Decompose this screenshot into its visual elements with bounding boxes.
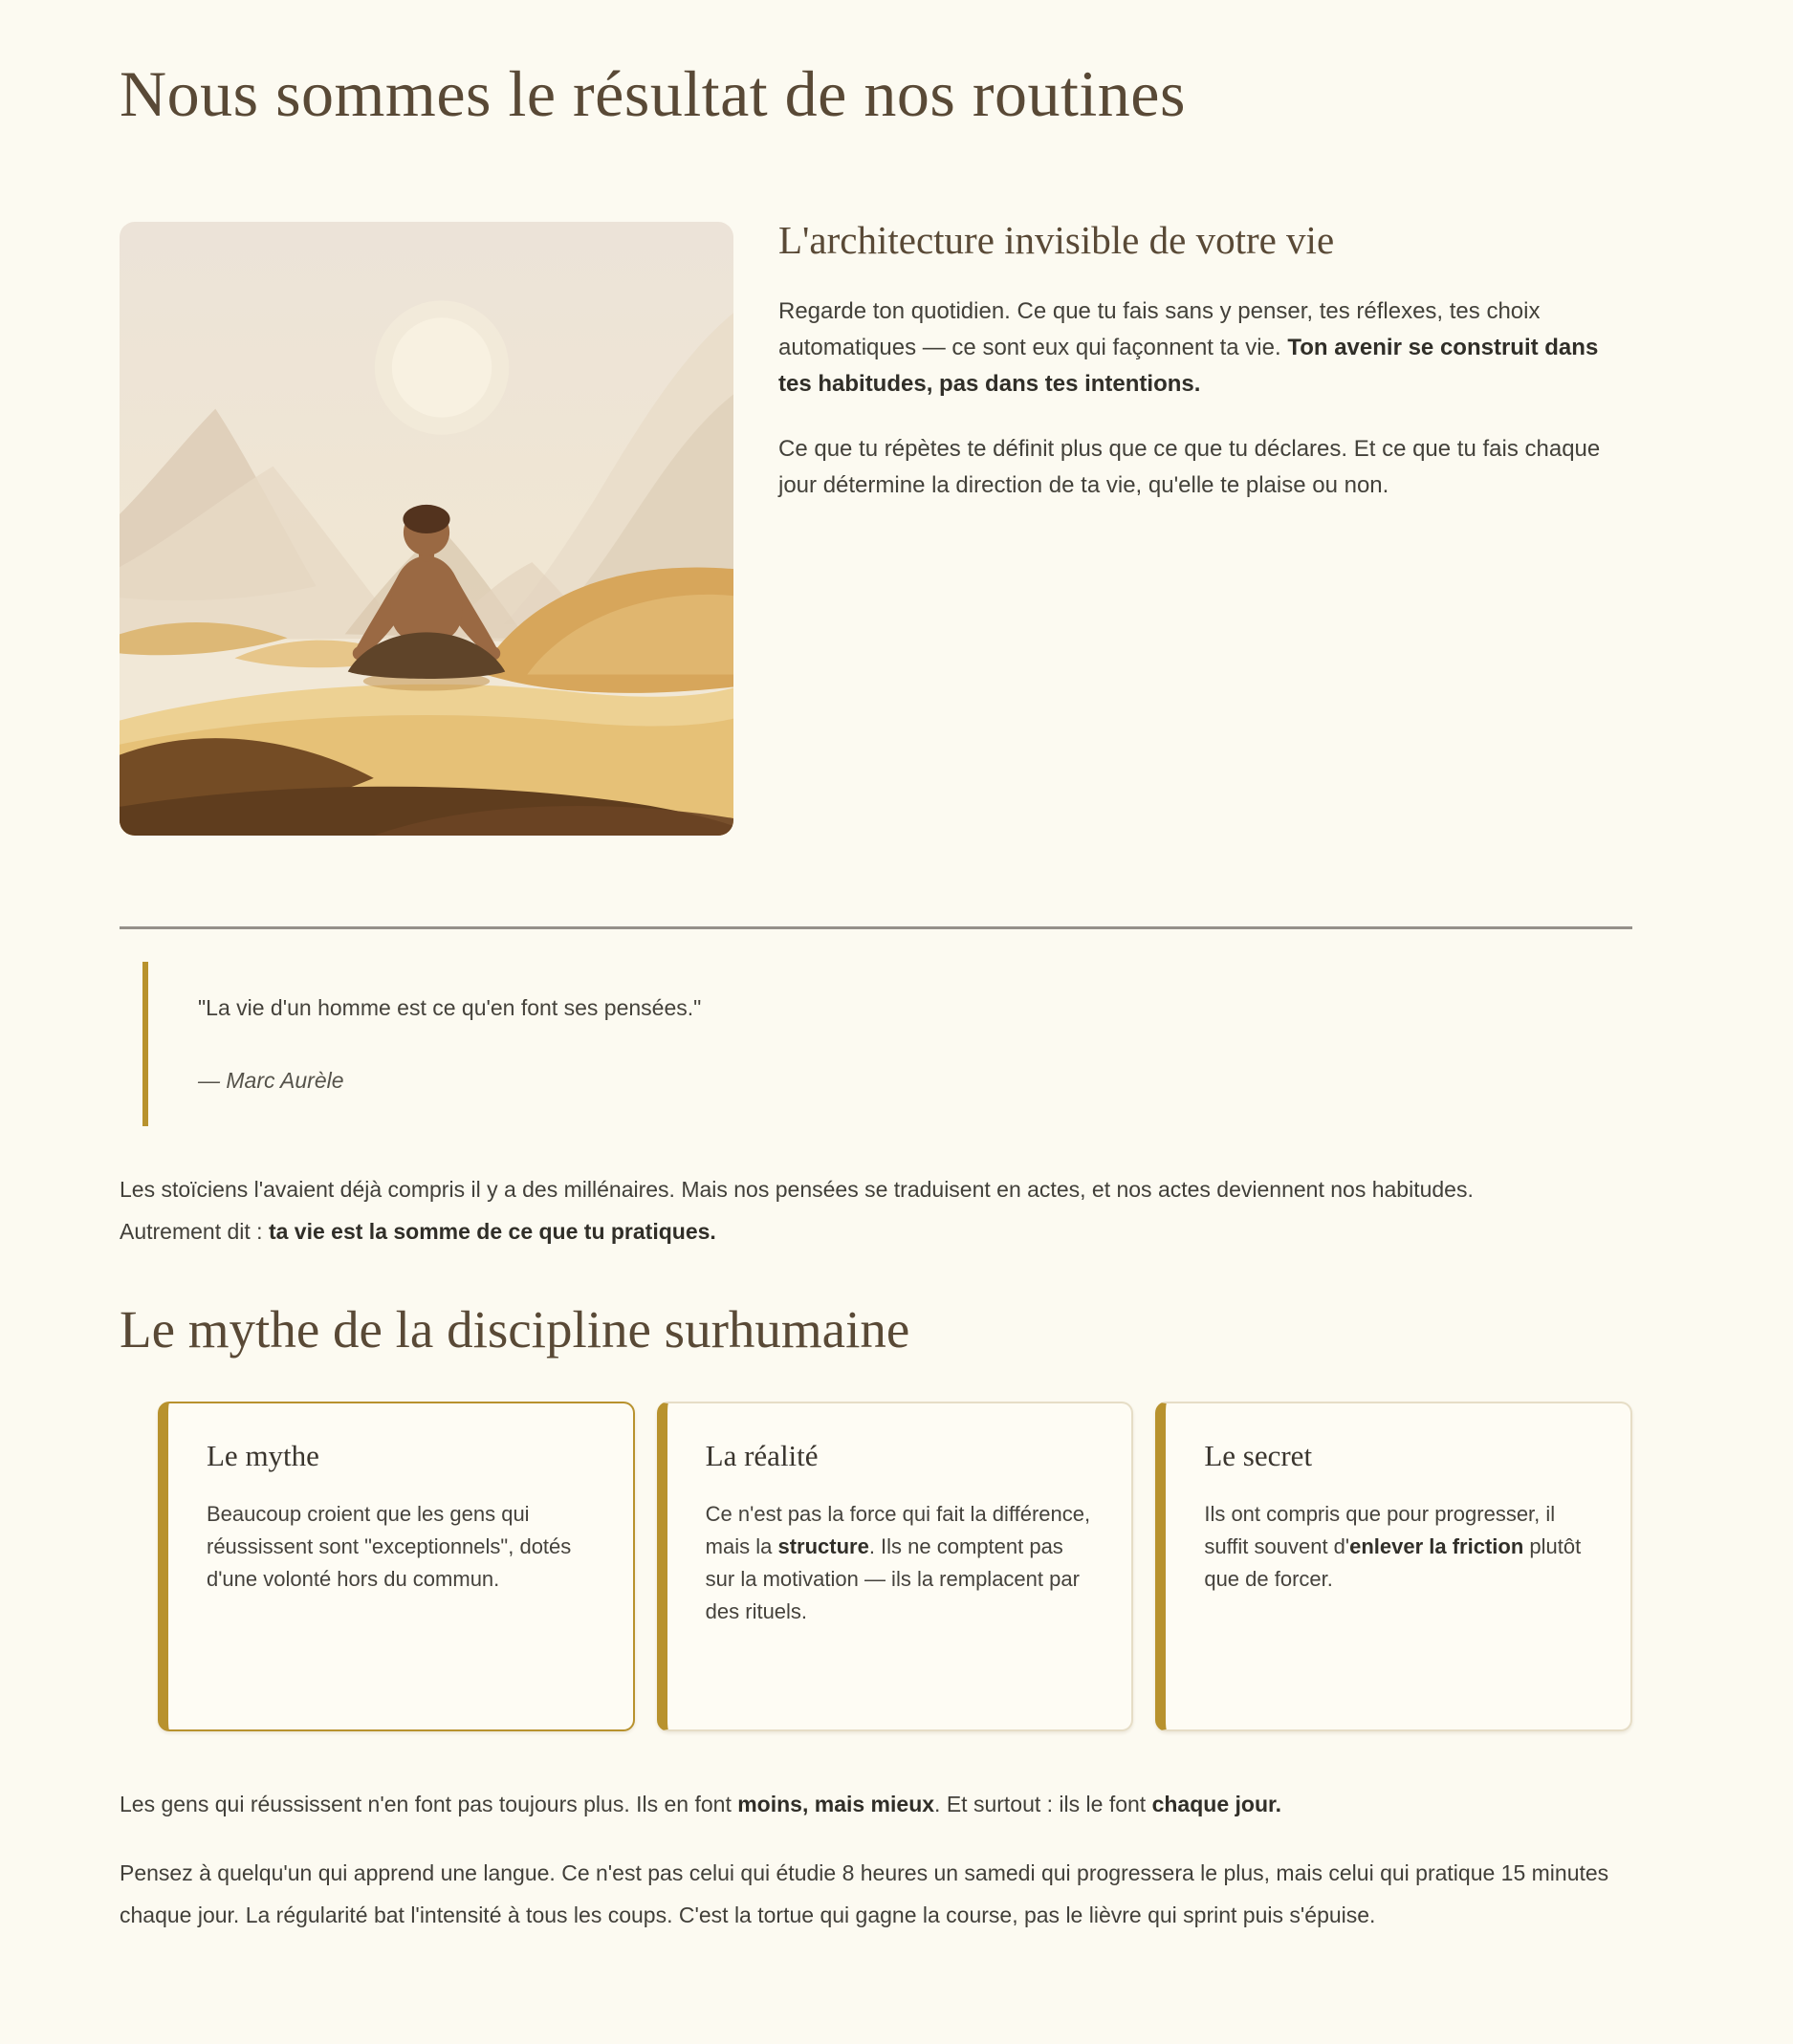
meditation-sunrise-dunes-illustration xyxy=(120,222,733,836)
card-title: La réalité xyxy=(705,1439,819,1473)
sun xyxy=(392,318,492,418)
page-title: Nous sommes le résultat de nos routines xyxy=(120,57,1186,130)
quote-author: — Marc Aurèle xyxy=(198,1068,344,1094)
card-le-secret xyxy=(1155,1402,1632,1731)
stoic-paragraph: Les stoïciens l'avaient déjà compris il y a des millénaires. Mais nos pensées se traduisent en actes, et nos actes deviennent nos habitudes. Autrement dit : ta vie est la somme de ce que tu pratiques. xyxy=(120,1177,1474,1245)
card-body: Ce n'est pas la force qui fait la différence, mais la structure. Ils ne comptent pas sur la motivation — ils la remplacent par des rituels. xyxy=(705,1502,1091,1624)
myth-cards-row xyxy=(158,1402,1632,1731)
hero-heading: L'architecture invisible de votre vie xyxy=(778,218,1335,263)
hero-section xyxy=(120,218,1632,836)
card-la-realite xyxy=(657,1402,1134,1731)
card-body: Beaucoup croient que les gens qui réussissent sont "exceptionnels", dotés d'une volonté hors du commun. xyxy=(207,1502,572,1592)
card-body: Ils ont compris que pour progresser, il suffit souvent d'enlever la friction plutôt que de forcer. xyxy=(1204,1502,1582,1592)
card-title: Le secret xyxy=(1204,1439,1313,1473)
hero-paragraph-2: Ce que tu répètes te définit plus que ce que tu déclares. Et ce que tu fais chaque jour détermine la direction de ta vie, qu'elle te plaise ou non. xyxy=(778,436,1601,499)
stoic-blockquote xyxy=(142,962,1632,1126)
quote-text: "La vie d'un homme est ce qu'en font ses pensées." xyxy=(198,995,702,1021)
conclusion-paragraph-2: Pensez à quelqu'un qui apprend une langue. Ce n'est pas celui qui étudie 8 heures un samedi qui progressera le plus, mais celui qui pratique 15 minutes chaque jour. La régularité bat l'intensité à tous les coups. C'est la tortue qui gagne la course, pas le lièvre qui sprint puis s'épuise. xyxy=(120,1860,1609,1928)
meditation-illustration xyxy=(120,222,733,836)
hero-copy xyxy=(778,218,1632,836)
section-divider xyxy=(120,926,1632,929)
hero-paragraph-1: Regarde ton quotidien. Ce que tu fais sans y penser, tes réflexes, tes choix automatiques — ce sont eux qui façonnent ta vie. Ton avenir se construit dans tes habitudes, pas dans tes intentions. xyxy=(778,298,1599,398)
card-title: Le mythe xyxy=(207,1439,319,1473)
conclusion-paragraph-1: Les gens qui réussissent n'en font pas toujours plus. Ils en font moins, mais mieux. Et surtout : ils le font chaque jour. xyxy=(120,1792,1282,1817)
card-le-mythe xyxy=(158,1402,635,1731)
section-title: Le mythe de la discipline surhumaine xyxy=(120,1300,910,1359)
